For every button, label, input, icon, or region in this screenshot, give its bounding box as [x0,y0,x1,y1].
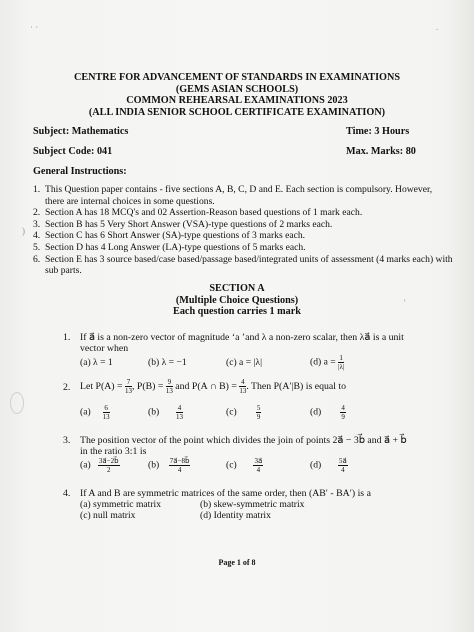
section-title: SECTION A [209,283,265,294]
scan-speck: ) [22,226,25,236]
instruction-item [33,254,453,277]
q2-option-d [310,404,346,421]
fraction-numerator: 6 [104,404,108,412]
option-label: (c) [226,459,237,471]
fraction-denominator: |λ| [338,363,345,371]
fraction-numerator: 9 [167,378,172,386]
instruction-number: 6. [33,253,41,265]
instruction-item [33,184,453,207]
header-line-2: (GEMS ASIAN SCHOOLS) [175,83,299,95]
instruction-number: 4. [33,230,41,242]
q3-text-line1: The position vector of the point which divides the join of points 2a⃗ − 3b⃗ and a⃗ + b⃗ [80,435,407,446]
section-a-heading [0,283,474,318]
scan-speck: · · [30,22,39,32]
q1-option-a: (a) λ = 1 [80,357,113,368]
q2-number: 2. [63,382,71,393]
option-fraction [103,404,110,421]
q1-option-d-label: (d) a = [310,356,339,368]
fraction-denominator: 2 [106,466,111,474]
header-line-3: COMMON REHEARSAL EXAMINATIONS 2023 [126,95,348,107]
q2-text [80,378,346,395]
instruction-item [33,207,453,219]
q1-option-d [310,354,344,371]
q4-option-a: (a) symmetric matrix [80,499,161,510]
q2-text-part: , P(B) = [131,380,166,392]
option-fraction [176,404,183,421]
q2-option-a [80,404,110,421]
option-label: (a) [80,406,91,418]
subject-code-label: Subject Code: 041 [33,146,113,157]
fraction-numerator: 4 [341,404,345,412]
q4-option-d: (d) Identity matrix [200,510,271,521]
scan-speck: . [436,22,439,32]
instructions-heading: General Instructions: [33,166,127,177]
instruction-text: Section D has 4 Long Answer (LA)-type questions of 5 marks each. [45,241,306,253]
scan-speck: ' [404,298,406,308]
fraction-numerator: 7 [126,378,131,386]
instruction-text: Section C has 6 Short Answer (SA)-type questions of 3 marks each. [45,230,306,242]
page-number: Page 1 of 8 [218,558,256,567]
subject-label: Subject: Mathematics [33,126,129,137]
fraction-numerator: 3a⃗ [254,457,263,465]
fraction-denominator: 4 [177,466,182,474]
q1-option-c: (c) a = |λ| [226,357,263,368]
q4-text: If A and B are symmetric matrices of the same order, then (AB′ - BA′) is a [80,488,371,499]
option-fraction [338,457,348,474]
instruction-number: 3. [33,218,41,230]
fraction-numerator: 3a⃗−2b⃗ [98,457,119,465]
max-marks-label: Max. Marks: 80 [346,146,416,157]
option-label: (d) [310,459,322,471]
time-label: Time: 3 Hours [346,126,410,137]
q2-text-part: . Then P(A′|B) is equal to [246,380,347,392]
fraction-numerator: 4 [241,378,245,386]
fraction-denominator: 13 [239,387,247,395]
q3-option-b [148,457,190,474]
fraction-denominator: 4 [341,466,345,474]
option-fraction [340,404,346,421]
fraction-denominator: 13 [124,387,132,395]
q1-number: 1. [63,332,71,343]
option-label: (a) [80,459,91,471]
option-label: (b) [148,459,160,471]
header-line-4: (ALL INDIA SENIOR SCHOOL CERTIFICATE EXAMINATION) [88,106,386,118]
q3-option-d [310,457,348,474]
instruction-text: This Question paper contains - five sections A, B, C, D and E. Each section is compulsory. However, there are internal choices in some questions. [45,184,433,207]
option-label: (d) [310,406,322,418]
section-note: Each question carries 1 mark [173,306,301,317]
q4-number: 4. [63,488,71,499]
fraction-numerator: 4 [177,404,182,412]
q2-fraction [125,378,132,395]
instruction-text: Section E has 3 source based/case based/passage based/integrated units of assessment (4 marks each) with sub parts. [45,253,453,277]
q3-number: 3. [63,435,71,446]
q2-fraction [166,378,173,395]
option-fraction [256,404,262,421]
instruction-text: Section B has 5 Very Short Answer (VSA)-type questions of 2 marks each. [45,218,333,230]
q1-text-line2: vector when [80,343,129,354]
punch-hole-mark [10,392,24,414]
q4-option-c: (c) null matrix [80,510,136,521]
instruction-item [33,230,453,242]
option-label: (b) [148,406,160,418]
instruction-number: 1. [33,184,41,195]
q3-option-a [80,457,120,474]
fraction-denominator: 13 [175,413,183,421]
section-subtitle: (Multiple Choice Questions) [175,294,299,306]
instruction-item [33,242,453,254]
q1-option-b: (b) λ = −1 [148,357,187,368]
instruction-item [33,219,453,231]
q2-text-part: Let P(A) = [80,380,125,392]
exam-header [0,72,474,118]
fraction-numerator: 5 [256,404,261,412]
fraction-denominator: 4 [256,466,261,474]
instructions-list [33,184,453,277]
fraction-denominator: 13 [165,387,173,395]
q1-option-d-fraction [338,354,344,371]
fraction-numerator: 5a⃗ [338,457,347,465]
instruction-number: 5. [33,241,41,253]
instruction-text: Section A has 18 MCQ's and 02 Assertion-Reason based questions of 1 mark each. [45,207,363,219]
option-label: (c) [226,406,237,418]
q2-option-b [148,404,183,421]
fraction-numerator: 1 [339,354,343,362]
fraction-numerator: 7a⃗−8b⃗ [169,457,190,465]
instruction-number: 2. [33,207,41,219]
header-line-1: CENTRE FOR ADVANCEMENT OF STANDARDS IN EXAMINATIONS [73,72,401,83]
fraction-denominator: 13 [102,413,110,421]
q3-text-line2: in the ratio 3:1 is [80,446,147,457]
fraction-denominator: 9 [256,413,261,421]
fraction-denominator: 9 [341,413,345,421]
option-fraction [169,457,191,474]
option-fraction [98,457,120,474]
q2-option-c [226,404,261,421]
q3-option-c [226,457,263,474]
q4-option-b: (b) skew-symmetric matrix [200,499,305,510]
q2-text-part: and P(A ∩ B) = [172,380,240,392]
q1-text-line1: If a⃗ is a non-zero vector of magnitude ‘a ’and λ a non-zero scalar, then λa⃗ is a unit [80,332,404,343]
option-fraction [253,457,263,474]
